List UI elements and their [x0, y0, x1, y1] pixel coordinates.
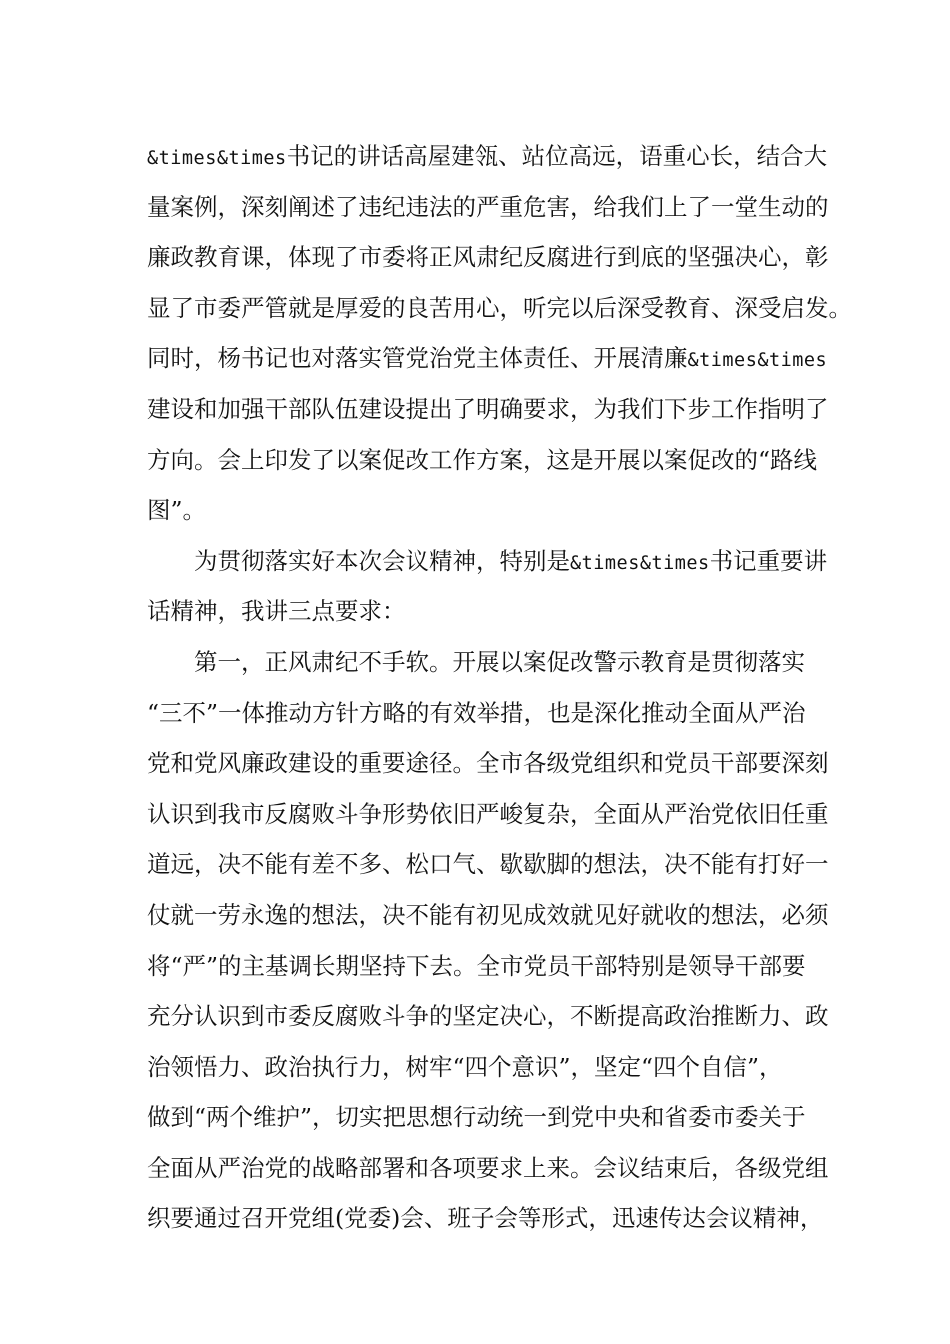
line-text: 仗就一劳永逸的想法，决不能有初见成效就见好就收的想法，必须 — [147, 900, 829, 929]
line-text: 图”。 — [147, 496, 207, 525]
text-line — [147, 1042, 817, 1093]
line-text: 做到“两个维护”，切实把思想行动统一到党中央和省委市委关于 — [147, 1103, 806, 1132]
placeholder-text: &times&times — [570, 552, 710, 574]
text-line — [147, 384, 829, 435]
text-line — [147, 1193, 824, 1244]
line-text: 认识到我市反腐败斗争形势依旧严峻复杂，全面从严治党依旧任重 — [147, 799, 829, 828]
text-line — [147, 1143, 829, 1194]
line-text: 书记重要讲 — [709, 546, 828, 575]
line-text: 第一，正风肃纪不手软。开展以案促改警示教育是贯彻落实 — [194, 647, 805, 676]
placeholder-text: &times&times — [147, 148, 287, 169]
line-text: 建设和加强干部队伍建设提出了明确要求，为我们下步工作指明了 — [147, 394, 829, 423]
text-line — [147, 941, 817, 992]
line-text: 方向。会上印发了以案促改工作方案，这是开展以案促改的“路线 — [147, 445, 818, 474]
text-line — [147, 1092, 817, 1143]
text-line — [147, 890, 829, 941]
line-text: 话精神，我讲三点要求： — [147, 597, 406, 626]
text-line — [147, 839, 829, 890]
text-line — [147, 283, 852, 334]
text-line — [147, 485, 817, 536]
text-line — [147, 435, 817, 486]
text-line — [147, 586, 817, 637]
text-line — [147, 232, 829, 283]
text-line — [147, 789, 829, 840]
line-text: 将“严”的主基调长期坚持下去。全市党员干部特别是领导干部要 — [147, 951, 806, 980]
placeholder-text: &times&times — [687, 350, 828, 372]
text-line — [147, 688, 817, 739]
text-line — [147, 182, 829, 233]
line-text: 治领悟力、政治执行力，树牢“四个意识”，坚定“四个自信”， — [147, 1052, 783, 1081]
line-text: “三不”一体推动方针方略的有效举措，也是深化推动全面从严治 — [147, 698, 806, 727]
line-text: 量案例，深刻阐述了违纪违法的严重危害，给我们上了一堂生动的 — [147, 192, 829, 221]
line-text: 全面从严治党的战略部署和各项要求上来。会议结束后，各级党组 — [147, 1153, 829, 1182]
line-text: 显了市委严管就是厚爱的良苦用心，听完以后深受教育、深受启发。 — [147, 293, 852, 322]
line-text: 织要通过召开党组(党委)会、班子会等形式，迅速传达会议精神， — [147, 1204, 824, 1233]
line-text: 为贯彻落实好本次会议精神，特别是 — [194, 546, 570, 575]
line-text: 充分认识到市委反腐败斗争的坚定决心，不断提高政治推断力、政 — [147, 1002, 829, 1031]
paragraph-first-line — [147, 536, 828, 587]
line-text: 廉政教育课，体现了市委将正风肃纪反腐进行到底的坚强决心，彰 — [147, 243, 829, 272]
line-text: 党和党风廉政建设的重要途径。全市各级党组织和党员干部要深刻 — [147, 749, 829, 778]
text-line — [147, 738, 829, 789]
line-text: 道远，决不能有差不多、松口气、歇歇脚的想法，决不能有打好一 — [147, 850, 829, 879]
paragraph-first-line — [147, 637, 817, 688]
body-text — [147, 131, 852, 1244]
text-line — [147, 131, 828, 182]
line-text: 书记的讲话高屋建瓴、站位高远，语重心长，结合大 — [286, 142, 828, 170]
text-line — [147, 333, 828, 384]
text-line — [147, 991, 829, 1042]
line-text: 同时，杨书记也对落实管党治党主体责任、开展清廉 — [147, 344, 688, 373]
